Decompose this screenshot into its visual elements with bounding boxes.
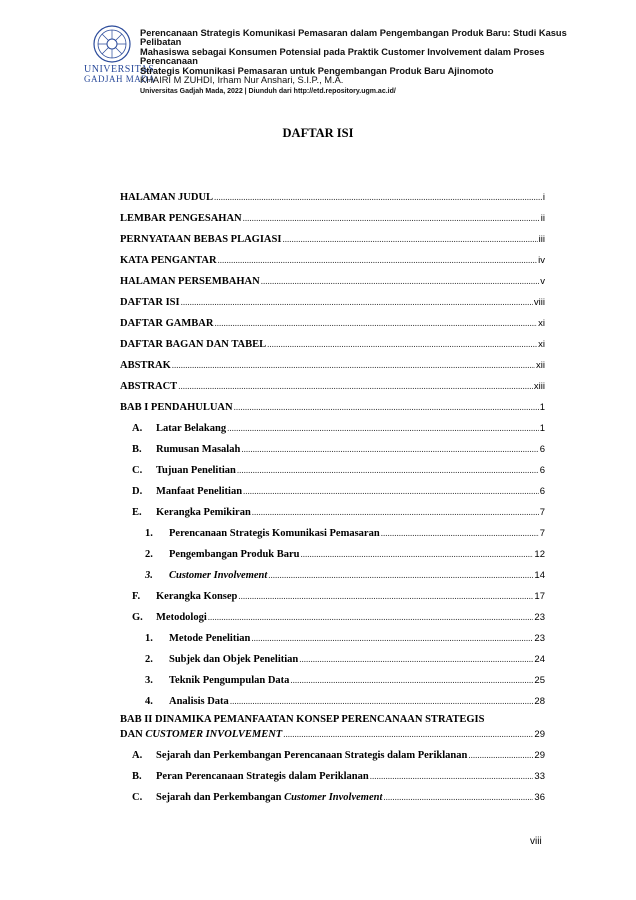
- toc-dot-leader: [243, 213, 540, 223]
- toc-entry-number: E.: [132, 507, 142, 518]
- toc-entry-page: 28: [534, 696, 545, 707]
- toc-dot-leader: [234, 402, 539, 412]
- toc-entry-page: v: [540, 276, 545, 287]
- toc-entry: [145, 633, 545, 647]
- toc-entry: [145, 570, 545, 584]
- toc-dot-leader: [243, 486, 539, 496]
- toc-entry-page: 6: [539, 486, 545, 497]
- toc-entry-number: A.: [132, 423, 143, 434]
- toc-entry-number: G.: [132, 612, 143, 623]
- toc-entry: [132, 750, 545, 764]
- toc-entry-page: 12: [534, 549, 545, 560]
- toc-entry-title: DAFTAR ISI: [120, 297, 180, 308]
- toc-entry-title: Peran Perencanaan Strategis dalam Periklanan: [156, 771, 369, 782]
- toc-entry-page: 29: [534, 750, 545, 761]
- toc-entry-page: 17: [534, 591, 545, 602]
- seal-icon: [92, 24, 132, 64]
- toc-entry-page: xiii: [533, 381, 545, 392]
- toc-entry-page: 36: [534, 792, 545, 803]
- header-line-5: Strategis Komunikasi Pemasaran untuk Pengembangan Produk Baru Ajinomoto: [140, 66, 494, 76]
- toc-entry-title: Sejarah dan Perkembangan: [156, 792, 282, 803]
- toc-entry: [132, 507, 545, 521]
- toc-dot-leader: [283, 729, 533, 739]
- toc-entry: [120, 339, 545, 353]
- toc-entry-number: D.: [132, 486, 143, 497]
- toc-entry-page: 6: [539, 465, 545, 476]
- toc-dot-leader: [261, 276, 540, 286]
- toc-entry: [120, 192, 545, 206]
- toc-dot-leader: [208, 612, 534, 622]
- toc-entry-number: F.: [132, 591, 141, 602]
- toc-entry: [120, 213, 545, 227]
- toc-entry-page: xi: [538, 339, 545, 350]
- page-title: DAFTAR ISI: [282, 126, 354, 140]
- toc-entry-number: B.: [132, 771, 142, 782]
- toc-entry: [145, 549, 545, 563]
- toc-entry-number: A.: [132, 750, 143, 761]
- toc-dot-leader: [214, 192, 542, 202]
- toc-entry-page: 29: [534, 729, 545, 740]
- toc-dot-leader: [214, 318, 537, 328]
- header-line-4: Perencanaan: [140, 57, 198, 67]
- toc-entry-title: Teknik Pengumpulan Data: [169, 675, 290, 686]
- toc-dot-leader: [383, 792, 533, 802]
- toc-dot-leader: [468, 750, 533, 760]
- toc-entry: [132, 444, 545, 458]
- logo-text-university: UNIVERSITAS: [84, 64, 155, 75]
- toc-entry: [145, 528, 545, 542]
- toc-dot-leader: [290, 675, 533, 685]
- toc-dot-leader: [267, 339, 537, 349]
- toc-dot-leader: [299, 654, 533, 664]
- toc-entry: [145, 675, 545, 689]
- toc-entry: [120, 381, 545, 395]
- toc-dot-leader: [282, 234, 537, 244]
- toc-entry-page: 23: [534, 612, 545, 623]
- toc-entry-title: PERNYATAAN BEBAS PLAGIASI: [120, 234, 282, 245]
- toc-entry-number: C.: [132, 792, 143, 803]
- toc-dot-leader: [237, 465, 539, 475]
- toc-entry-title: Rumusan Masalah: [156, 444, 241, 455]
- toc-dot-leader: [238, 591, 533, 601]
- toc-entry-number: 2.: [145, 654, 153, 665]
- toc-entry-page: i: [542, 192, 545, 203]
- toc-entry-title: Metodologi: [156, 612, 207, 623]
- logo-text-gadjah-mada: GADJAH MADA: [84, 74, 156, 84]
- toc-dot-leader: [230, 696, 534, 706]
- toc-dot-leader: [178, 381, 533, 391]
- toc-entry-page: 14: [534, 570, 545, 581]
- toc-entry-title: Tujuan Penelitian: [156, 465, 236, 476]
- toc-entry-title: ABSTRAK: [120, 360, 171, 371]
- toc-entry: [120, 360, 545, 374]
- toc-entry: [120, 714, 545, 728]
- toc-entry-number: 3.: [145, 570, 153, 581]
- toc-entry-title: HALAMAN JUDUL: [120, 192, 214, 203]
- toc-dot-leader: [181, 297, 533, 307]
- toc-entry: [120, 297, 545, 311]
- toc-entry: [120, 402, 545, 416]
- toc-entry-page: 7: [539, 528, 545, 539]
- toc-entry-number: 2.: [145, 549, 153, 560]
- toc-dot-leader: [251, 633, 533, 643]
- toc-entry-page: ii: [540, 213, 545, 224]
- toc-dot-leader: [301, 549, 534, 559]
- header-line-1: Perencanaan Strategis Komunikasi Pemasaran dalam Pengembangan Produk Baru: Studi Kasus: [140, 29, 567, 38]
- toc-entry-title: BAB I PENDAHULUAN: [120, 402, 233, 413]
- toc-entry: [132, 465, 545, 479]
- toc-entry-title: LEMBAR PENGESAHAN: [120, 213, 242, 224]
- toc-entry: [120, 729, 545, 743]
- toc-dot-leader: [241, 444, 538, 454]
- header-line-6: KHAIRI M ZUHDI, Irham Nur Anshari, S.I.P., M.A.: [140, 76, 344, 86]
- toc-dot-leader: [381, 528, 539, 538]
- toc-entry-title: Pengembangan Produk Baru: [169, 549, 300, 560]
- toc-entry-title: DAFTAR GAMBAR: [120, 318, 214, 329]
- toc-entry-number: B.: [132, 444, 142, 455]
- toc-entry: [132, 792, 545, 806]
- toc-entry: [120, 276, 545, 290]
- toc-entry-title: Latar Belakang: [156, 423, 227, 434]
- toc-entry: [132, 591, 545, 605]
- toc-entry-title: Kerangka Konsep: [156, 591, 238, 602]
- toc-entry-title-italic: CUSTOMER INVOLVEMENT: [145, 729, 283, 740]
- toc-entry: [132, 771, 545, 785]
- toc-entry: [145, 696, 545, 710]
- toc-entry-page: 1: [539, 402, 545, 413]
- toc-entry-number: 1.: [145, 528, 153, 539]
- header-source: Universitas Gadjah Mada, 2022 | Diunduh dari http://etd.repository.ugm.ac.id/: [140, 88, 396, 95]
- toc-entry-title: DAN: [120, 729, 143, 740]
- toc-entry-title: Customer Involvement: [169, 570, 268, 581]
- header-citation: [140, 29, 610, 85]
- toc-entry-title: ABSTRACT: [120, 381, 178, 392]
- toc-entry-title: KATA PENGANTAR: [120, 255, 217, 266]
- toc-entry: [120, 255, 545, 269]
- toc-entry: [132, 423, 545, 437]
- toc-entry-title: Analisis Data: [169, 696, 229, 707]
- toc-entry: [132, 486, 545, 500]
- toc-entry-page: 25: [534, 675, 545, 686]
- toc-dot-leader: [252, 507, 539, 517]
- toc-entry-page: xi: [538, 318, 545, 329]
- toc-entry-page: 23: [534, 633, 545, 644]
- toc-entry-title: Perencanaan Strategis Komunikasi Pemasaran: [169, 528, 380, 539]
- toc-entry-number: C.: [132, 465, 143, 476]
- toc-entry: [132, 612, 545, 626]
- header-line-2: Pelibatan: [140, 38, 182, 48]
- toc-entry-title: Sejarah dan Perkembangan Perencanaan Strategis dalam Periklanan: [156, 750, 468, 761]
- toc-entry-title: Subjek dan Objek Penelitian: [169, 654, 299, 665]
- toc-entry: [145, 654, 545, 668]
- toc-entry-page: 33: [534, 771, 545, 782]
- toc-entry-page: xii: [536, 360, 545, 371]
- toc-entry-title: BAB II DINAMIKA PEMANFAATAN KONSEP PERENCANAAN STRATEGIS: [120, 714, 485, 725]
- toc-entry-title-italic: Customer Involvement: [284, 792, 383, 803]
- toc-entry-page: iv: [538, 255, 545, 266]
- toc-entry-page: 24: [534, 654, 545, 665]
- header-line-3: Mahasiswa sebagai Konsumen Potensial pada Praktik Customer Involvement dalam Proses: [140, 47, 545, 57]
- toc-dot-leader: [172, 360, 535, 370]
- toc-dot-leader: [227, 423, 539, 433]
- toc-dot-leader: [218, 255, 538, 265]
- toc-dot-leader: [268, 570, 533, 580]
- toc-entry-page: 6: [539, 444, 545, 455]
- toc-entry-title: HALAMAN PERSEMBAHAN: [120, 276, 260, 287]
- toc-entry: [120, 318, 545, 332]
- toc-entry-page: 7: [539, 507, 545, 518]
- page-header: [84, 24, 604, 104]
- toc-entry: [120, 234, 545, 248]
- toc-entry-number: 1.: [145, 633, 153, 644]
- toc-entry-title: Manfaat Penelitian: [156, 486, 243, 497]
- toc-entry-number: 3.: [145, 675, 153, 686]
- toc-entry-title: Kerangka Pemikiran: [156, 507, 251, 518]
- toc-entry-title: DAFTAR BAGAN DAN TABEL: [120, 339, 267, 350]
- toc-entry-page: viii: [533, 297, 545, 308]
- toc-entry-page: 1: [539, 423, 545, 434]
- page-number: viii: [530, 836, 542, 847]
- toc-entry-number: 4.: [145, 696, 153, 707]
- toc-dot-leader: [370, 771, 534, 781]
- toc-entry-page: iii: [538, 234, 545, 245]
- toc-entry-title: Metode Penelitian: [169, 633, 251, 644]
